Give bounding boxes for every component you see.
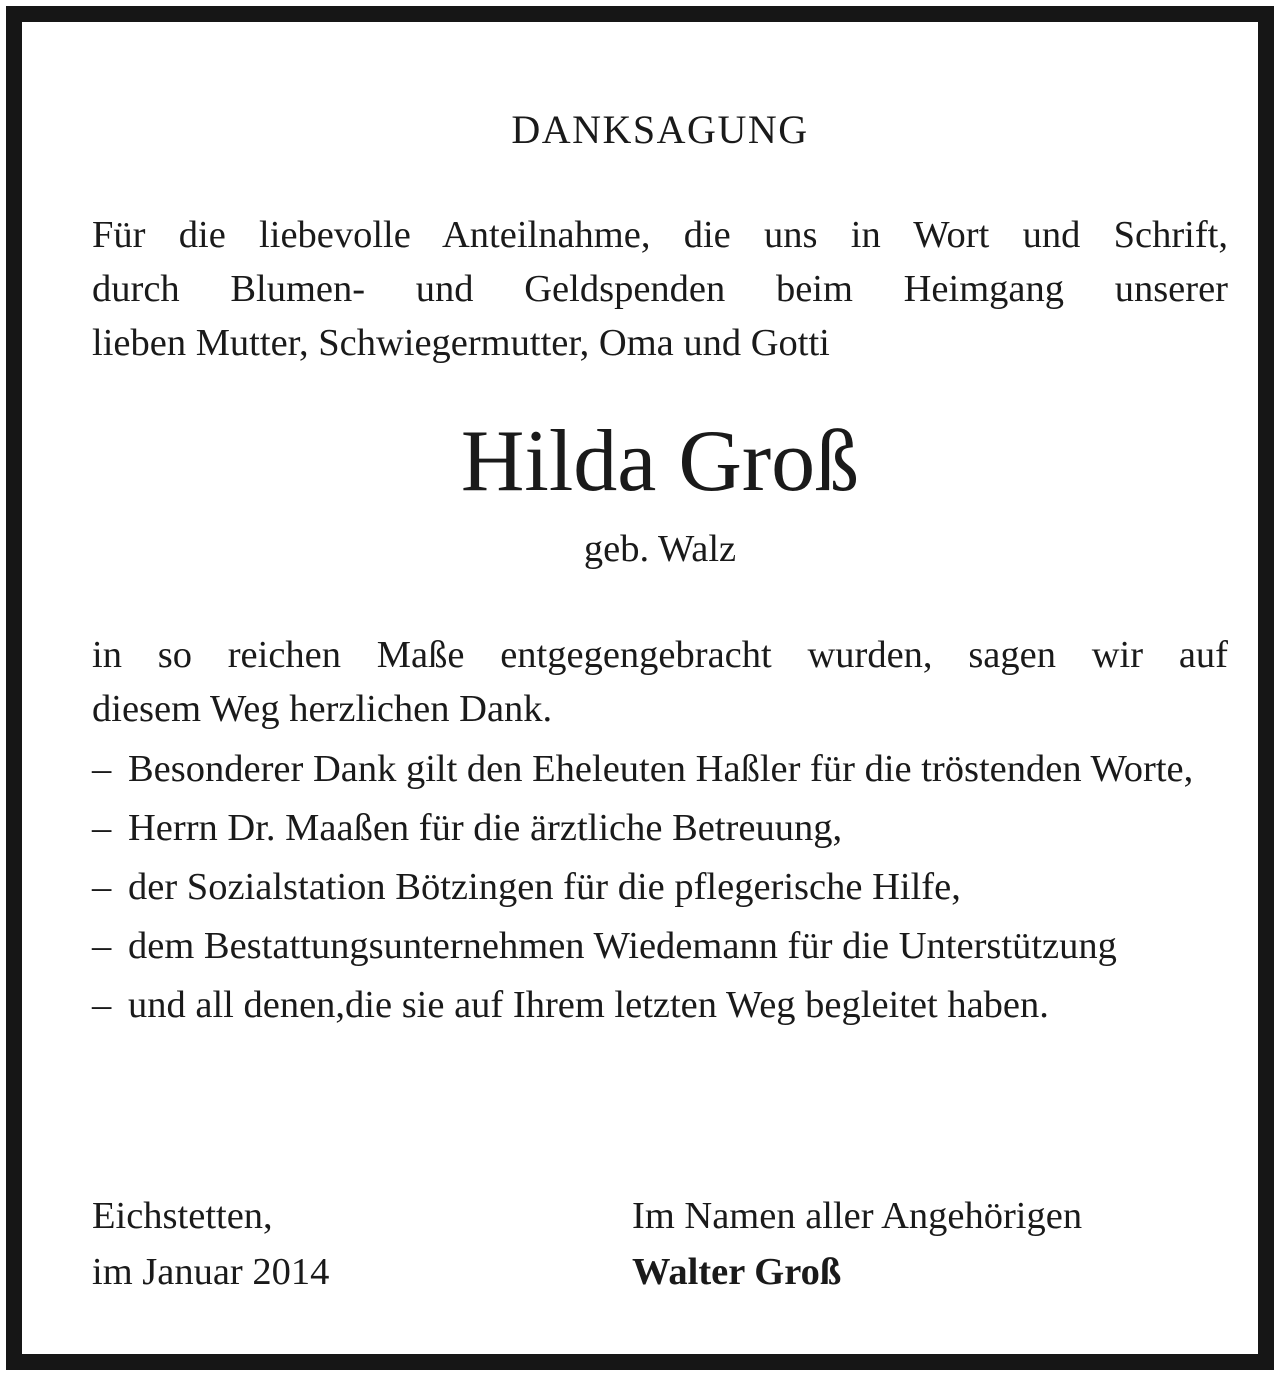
thanks-item bbox=[92, 978, 1228, 1032]
deceased-name: Hilda Groß bbox=[460, 413, 860, 510]
intro-line: lieben Mutter, Schwiegermutter, Oma und Gotti bbox=[92, 322, 830, 364]
dash-mark: – bbox=[92, 984, 112, 1026]
place-line: Eichstetten, bbox=[92, 1195, 273, 1237]
after-line: in so reichen Maße entgegengebracht wurden, sagen wir auf bbox=[92, 634, 1228, 676]
date-line: im Januar 2014 bbox=[92, 1251, 330, 1293]
maiden-name: geb. Walz bbox=[583, 528, 737, 570]
dash-mark: – bbox=[92, 748, 112, 790]
thanks-item-text: und all denen,die sie auf Ihrem letzten Weg begleitet haben. bbox=[128, 984, 1049, 1026]
place-date bbox=[92, 1188, 329, 1300]
thanks-list bbox=[92, 742, 1228, 1037]
thanks-item-text: Herrn Dr. Maaßen für die ärztliche Betreuung, bbox=[128, 807, 843, 849]
dash-mark: – bbox=[92, 866, 112, 908]
thanks-item-text: dem Bestattungsunternehmen Wiedemann für die Unterstützung bbox=[128, 925, 1117, 967]
obituary-frame bbox=[6, 6, 1274, 1370]
heading: DANKSAGUNG bbox=[511, 107, 809, 152]
thanks-item-text: Besonderer Dank gilt den Eheleuten Haßler für die tröstenden Worte, bbox=[128, 748, 1194, 790]
signer-name: Walter Groß bbox=[632, 1251, 842, 1293]
thanks-item bbox=[92, 742, 1228, 796]
dash-mark: – bbox=[92, 807, 112, 849]
thanks-item-text: der Sozialstation Bötzingen für die pflegerische Hilfe, bbox=[128, 866, 961, 908]
signature-line: Im Namen aller Angehörigen bbox=[632, 1195, 1083, 1237]
obituary-content bbox=[92, 22, 1228, 1354]
thanks-item bbox=[92, 919, 1228, 973]
thanks-item bbox=[92, 860, 1228, 914]
dash-mark: – bbox=[92, 925, 112, 967]
intro-line: Für die liebevolle Anteilnahme, die uns in Wort und Schrift, bbox=[92, 214, 1228, 256]
intro-line: durch Blumen- und Geldspenden beim Heimgang unserer bbox=[92, 268, 1228, 310]
intro-paragraph bbox=[92, 208, 1228, 370]
signature-block bbox=[632, 1188, 1082, 1300]
after-paragraph bbox=[92, 628, 1228, 736]
thanks-item bbox=[92, 801, 1228, 855]
after-line: diesem Weg herzlichen Dank. bbox=[92, 688, 553, 730]
